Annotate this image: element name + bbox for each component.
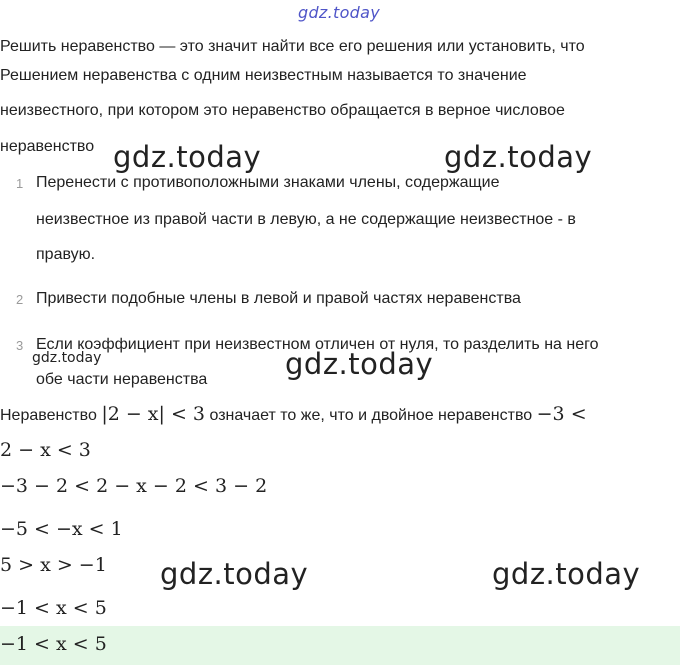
- sentence-prefix: Неравенство: [0, 407, 97, 424]
- math-line-4: 5 > x > −1: [0, 554, 107, 576]
- intro-line-1: Решить неравенство — это значит найти все его решения или установить, что: [0, 38, 585, 55]
- step-1-line-2: неизвестное из правой части в левую, а не содержащие неизвестное - в: [36, 211, 576, 228]
- watermark-mid-right: gdz.today: [444, 140, 593, 174]
- math-line-3: −5 < −x < 1: [0, 518, 123, 540]
- watermark-mid-left: gdz.today: [113, 140, 262, 174]
- step-number: 1: [16, 176, 24, 191]
- intro-line-2: Решением неравенства с одним неизвестным называется то значение: [0, 67, 527, 84]
- watermark-lower-right: gdz.today: [492, 557, 641, 591]
- watermark-center: gdz.today: [285, 347, 434, 381]
- watermark-small-left: gdz.today: [32, 350, 102, 366]
- step-1-line-3: правую.: [36, 246, 96, 263]
- answer-line: −1 < x < 5: [0, 633, 107, 655]
- intro-line-4: неравенство: [0, 138, 95, 155]
- step-1-line-1: Перенести с противоположными знаками члены, содержащие: [36, 174, 500, 191]
- watermark-lower-left: gdz.today: [160, 557, 309, 591]
- sentence-tail: −3 <: [536, 403, 587, 425]
- step-3-line-2: обе части неравенства: [36, 371, 208, 388]
- intro-line-3: неизвестного, при котором это неравенство обращается в верное числовое: [0, 102, 565, 119]
- math-line-2: −3 − 2 < 2 − x − 2 < 3 − 2: [0, 475, 268, 497]
- sentence-middle: означает то же, что и двойное неравенство: [209, 407, 533, 424]
- watermark-top: gdz.today: [298, 3, 380, 22]
- step-number: 3: [16, 338, 24, 353]
- step-number: 2: [16, 292, 24, 307]
- math-line-1: 2 − x < 3: [0, 439, 91, 461]
- step-3-line-1: Если коэффициент при неизвестном отличен от нуля, то разделить на него: [36, 336, 599, 353]
- solution-sentence: [0, 403, 587, 425]
- sentence-expression: |2 − x| < 3: [101, 403, 206, 425]
- step-2-line-1: Привести подобные члены в левой и правой частях неравенства: [36, 290, 521, 307]
- math-line-5: −1 < x < 5: [0, 597, 107, 619]
